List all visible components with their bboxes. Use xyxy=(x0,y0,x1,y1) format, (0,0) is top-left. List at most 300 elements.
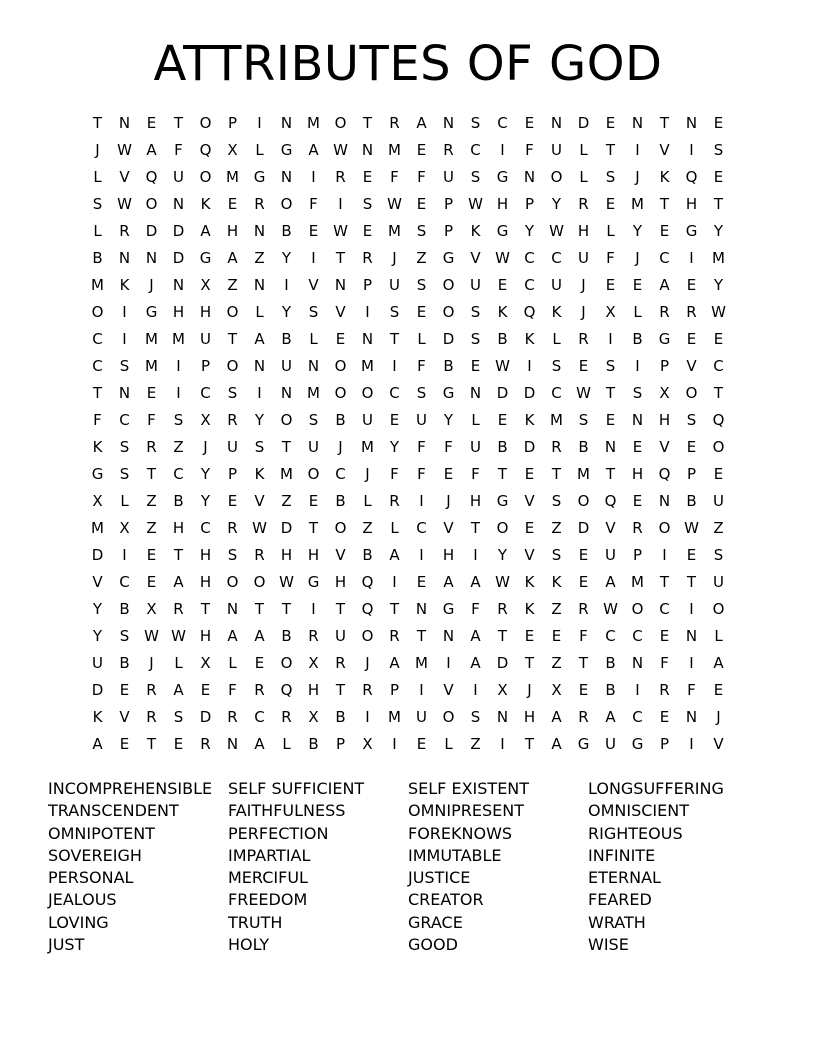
grid-letter: I xyxy=(473,546,478,564)
word-search-grid xyxy=(84,110,732,758)
grid-letter: E xyxy=(659,708,670,726)
grid-letter: A xyxy=(200,222,211,240)
word-column xyxy=(48,778,228,956)
grid-letter: L xyxy=(714,627,723,645)
word-list-item: CREATOR xyxy=(408,890,484,910)
grid-letter: E xyxy=(524,627,535,645)
grid-letter: J xyxy=(581,303,586,321)
word-list-item: INFINITE xyxy=(588,845,656,865)
grid-row xyxy=(84,623,732,650)
grid-letter: N xyxy=(334,276,347,294)
grid-letter: B xyxy=(605,654,616,672)
grid-letter: F xyxy=(417,465,426,483)
grid-letter: S xyxy=(92,195,103,213)
grid-letter: E xyxy=(254,654,265,672)
grid-letter: R xyxy=(443,141,454,159)
grid-letter: S xyxy=(551,357,562,375)
grid-letter: J xyxy=(527,681,532,699)
grid-letter: M xyxy=(550,411,563,429)
grid-letter: B xyxy=(497,438,508,456)
grid-letter: H xyxy=(442,546,455,564)
grid-letter: N xyxy=(415,600,428,618)
grid-letter: U xyxy=(470,438,481,456)
grid-letter: H xyxy=(199,627,212,645)
grid-row xyxy=(84,731,732,758)
grid-letter: N xyxy=(361,330,374,348)
grid-letter: R xyxy=(497,600,508,618)
grid-letter: T xyxy=(524,735,535,753)
grid-letter: E xyxy=(470,357,481,375)
grid-letter: T xyxy=(713,384,724,402)
grid-letter: Q xyxy=(523,303,536,321)
grid-letter: S xyxy=(119,438,130,456)
grid-letter: Q xyxy=(658,465,671,483)
grid-letter: W xyxy=(144,627,159,645)
grid-letter: F xyxy=(174,141,183,159)
grid-letter: S xyxy=(308,411,319,429)
grid-letter: H xyxy=(658,411,671,429)
grid-letter: R xyxy=(389,114,400,132)
grid-letter: C xyxy=(632,708,643,726)
grid-row xyxy=(84,407,732,434)
grid-letter: S xyxy=(470,168,481,186)
grid-letter: R xyxy=(362,249,373,267)
grid-letter: K xyxy=(470,222,481,240)
grid-letter: T xyxy=(173,546,184,564)
grid-letter: O xyxy=(226,303,239,321)
grid-letter: M xyxy=(307,384,320,402)
grid-letter: R xyxy=(686,303,697,321)
grid-letter: W xyxy=(117,195,132,213)
grid-letter: R xyxy=(281,708,292,726)
grid-letter: E xyxy=(632,276,643,294)
grid-letter: P xyxy=(659,735,670,753)
grid-letter: O xyxy=(361,627,374,645)
grid-letter: I xyxy=(662,546,667,564)
grid-letter: R xyxy=(254,195,265,213)
grid-letter: J xyxy=(149,276,154,294)
grid-letter: I xyxy=(176,357,181,375)
word-list-item: OMNISCIENT xyxy=(588,801,689,821)
grid-letter: X xyxy=(659,384,670,402)
word-list-item: MERCIFUL xyxy=(228,868,308,888)
grid-letter: N xyxy=(280,384,293,402)
grid-letter: N xyxy=(280,114,293,132)
grid-letter: T xyxy=(497,627,508,645)
grid-letter: R xyxy=(146,438,157,456)
grid-letter: Y xyxy=(92,600,103,618)
grid-letter: I xyxy=(635,357,640,375)
grid-row xyxy=(84,110,732,137)
grid-letter: K xyxy=(551,303,562,321)
word-list-item: WRATH xyxy=(588,912,646,932)
grid-letter: X xyxy=(308,654,319,672)
grid-letter: E xyxy=(524,465,535,483)
grid-letter: B xyxy=(605,681,616,699)
grid-letter: V xyxy=(524,546,535,564)
grid-letter: Z xyxy=(227,276,238,294)
grid-letter: W xyxy=(495,249,510,267)
grid-letter: C xyxy=(92,330,103,348)
grid-letter: Q xyxy=(361,573,374,591)
word-column xyxy=(408,778,588,956)
grid-letter: S xyxy=(227,546,238,564)
grid-letter: I xyxy=(311,168,316,186)
grid-letter: B xyxy=(119,654,130,672)
grid-letter: E xyxy=(686,276,697,294)
grid-letter: Y xyxy=(551,195,562,213)
grid-letter: N xyxy=(685,708,698,726)
word-column xyxy=(228,778,408,956)
grid-letter: I xyxy=(257,114,262,132)
grid-letter: N xyxy=(226,600,239,618)
grid-letter: N xyxy=(631,411,644,429)
grid-letter: Z xyxy=(713,519,724,537)
grid-letter: U xyxy=(605,735,616,753)
grid-letter: U xyxy=(173,168,184,186)
grid-letter: I xyxy=(365,708,370,726)
grid-letter: G xyxy=(577,735,590,753)
grid-letter: B xyxy=(308,735,319,753)
grid-letter: E xyxy=(146,573,157,591)
grid-letter: L xyxy=(363,492,372,510)
grid-letter: Q xyxy=(604,492,617,510)
grid-letter: F xyxy=(228,681,237,699)
grid-row xyxy=(84,299,732,326)
grid-letter: N xyxy=(523,168,536,186)
grid-letter: H xyxy=(172,519,185,537)
grid-letter: S xyxy=(416,384,427,402)
grid-letter: X xyxy=(92,492,103,510)
grid-letter: G xyxy=(307,573,320,591)
grid-letter: E xyxy=(578,681,589,699)
word-list-item: PERSONAL xyxy=(48,868,134,888)
grid-letter: E xyxy=(416,735,427,753)
word-list-item: LONGSUFFERING xyxy=(588,779,724,798)
grid-row xyxy=(84,677,732,704)
grid-letter: E xyxy=(497,276,508,294)
grid-letter: R xyxy=(308,627,319,645)
grid-letter: T xyxy=(92,384,103,402)
grid-letter: P xyxy=(335,735,346,753)
grid-letter: F xyxy=(147,411,156,429)
grid-letter: S xyxy=(173,708,184,726)
grid-letter: E xyxy=(308,222,319,240)
grid-letter: K xyxy=(524,600,535,618)
grid-letter: B xyxy=(362,546,373,564)
grid-letter: K xyxy=(524,573,535,591)
grid-letter: I xyxy=(500,735,505,753)
grid-letter: I xyxy=(419,546,424,564)
grid-row xyxy=(84,380,732,407)
grid-letter: G xyxy=(442,600,455,618)
grid-letter: I xyxy=(284,276,289,294)
grid-letter: E xyxy=(416,195,427,213)
grid-letter: R xyxy=(659,681,670,699)
word-list-item: OMNIPRESENT xyxy=(408,801,524,821)
grid-letter: F xyxy=(444,438,453,456)
grid-letter: P xyxy=(632,546,643,564)
grid-letter: L xyxy=(579,168,588,186)
grid-letter: Y xyxy=(200,492,211,510)
grid-letter: Z xyxy=(146,519,157,537)
grid-letter: X xyxy=(146,600,157,618)
grid-letter: E xyxy=(227,492,238,510)
word-list-item: JEALOUS xyxy=(48,890,117,910)
grid-letter: D xyxy=(577,519,590,537)
grid-letter: L xyxy=(633,303,642,321)
grid-letter: R xyxy=(200,735,211,753)
grid-letter: D xyxy=(199,708,212,726)
grid-letter: Q xyxy=(712,411,725,429)
grid-letter: C xyxy=(200,519,211,537)
grid-letter: G xyxy=(658,330,671,348)
grid-letter: E xyxy=(551,627,562,645)
grid-letter: Q xyxy=(361,600,374,618)
grid-letter: S xyxy=(308,303,319,321)
grid-letter: T xyxy=(281,438,292,456)
grid-letter: K xyxy=(92,438,103,456)
grid-letter: U xyxy=(470,276,481,294)
grid-letter: O xyxy=(334,519,347,537)
grid-letter: B xyxy=(686,492,697,510)
grid-letter: G xyxy=(280,141,293,159)
grid-letter: O xyxy=(496,519,509,537)
grid-letter: R xyxy=(551,438,562,456)
grid-letter: N xyxy=(361,141,374,159)
grid-letter: P xyxy=(227,465,238,483)
grid-letter: O xyxy=(685,384,698,402)
grid-letter: A xyxy=(389,654,400,672)
grid-letter: C xyxy=(119,411,130,429)
grid-letter: P xyxy=(389,681,400,699)
grid-letter: J xyxy=(149,654,154,672)
grid-letter: N xyxy=(145,249,158,267)
grid-letter: I xyxy=(689,654,694,672)
grid-letter: J xyxy=(716,708,721,726)
grid-letter: U xyxy=(416,708,427,726)
grid-letter: E xyxy=(524,114,535,132)
word-list-item: WISE xyxy=(588,935,629,955)
word-list-item: RIGHTEOUS xyxy=(588,823,683,843)
grid-letter: T xyxy=(200,600,211,618)
grid-letter: V xyxy=(659,438,670,456)
grid-letter: W xyxy=(171,627,186,645)
grid-letter: A xyxy=(551,708,562,726)
grid-letter: H xyxy=(199,303,212,321)
grid-letter: C xyxy=(659,600,670,618)
grid-letter: T xyxy=(659,573,670,591)
grid-letter: S xyxy=(578,411,589,429)
grid-letter: O xyxy=(280,654,293,672)
grid-letter: L xyxy=(255,141,264,159)
grid-letter: U xyxy=(362,411,373,429)
grid-letter: P xyxy=(362,276,373,294)
grid-letter: Y xyxy=(713,222,724,240)
grid-letter: E xyxy=(578,573,589,591)
grid-letter: J xyxy=(392,249,397,267)
grid-letter: G xyxy=(496,492,509,510)
grid-letter: E xyxy=(416,141,427,159)
grid-letter: D xyxy=(496,654,509,672)
word-list-item: IMMUTABLE xyxy=(408,845,502,865)
grid-letter: H xyxy=(307,546,320,564)
grid-letter: A xyxy=(389,546,400,564)
grid-letter: N xyxy=(496,708,509,726)
grid-letter: I xyxy=(527,357,532,375)
grid-row xyxy=(84,137,732,164)
grid-letter: W xyxy=(333,222,348,240)
grid-letter: I xyxy=(500,141,505,159)
grid-letter: I xyxy=(365,303,370,321)
grid-letter: Y xyxy=(254,411,265,429)
grid-letter: J xyxy=(446,492,451,510)
grid-row xyxy=(84,569,732,596)
grid-letter: C xyxy=(389,384,400,402)
grid-letter: N xyxy=(172,276,185,294)
grid-letter: K xyxy=(254,465,265,483)
grid-letter: D xyxy=(91,681,104,699)
word-list-item: OMNIPOTENT xyxy=(48,823,155,843)
grid-letter: A xyxy=(146,141,157,159)
grid-letter: P xyxy=(443,222,454,240)
grid-letter: K xyxy=(551,573,562,591)
grid-letter: U xyxy=(551,141,562,159)
grid-letter: G xyxy=(199,249,212,267)
grid-letter: J xyxy=(365,465,370,483)
grid-letter: J xyxy=(338,438,343,456)
grid-letter: Q xyxy=(199,141,212,159)
grid-row xyxy=(84,596,732,623)
grid-letter: L xyxy=(417,330,426,348)
grid-letter: E xyxy=(713,681,724,699)
grid-letter: H xyxy=(469,492,482,510)
grid-letter: A xyxy=(308,141,319,159)
grid-letter: C xyxy=(92,357,103,375)
grid-letter: L xyxy=(606,222,615,240)
grid-letter: W xyxy=(333,141,348,159)
grid-letter: Z xyxy=(281,492,292,510)
grid-letter: A xyxy=(470,627,481,645)
grid-letter: E xyxy=(605,114,616,132)
grid-row xyxy=(84,326,732,353)
grid-letter: L xyxy=(282,735,291,753)
grid-letter: V xyxy=(119,708,130,726)
grid-letter: T xyxy=(389,330,400,348)
grid-letter: E xyxy=(713,114,724,132)
grid-letter: R xyxy=(389,492,400,510)
word-list-item: PERFECTION xyxy=(228,823,329,843)
grid-letter: Q xyxy=(280,681,293,699)
grid-letter: B xyxy=(632,330,643,348)
grid-letter: I xyxy=(446,654,451,672)
grid-letter: N xyxy=(280,168,293,186)
grid-letter: U xyxy=(389,276,400,294)
grid-letter: S xyxy=(227,384,238,402)
grid-letter: L xyxy=(471,411,480,429)
grid-letter: V xyxy=(686,357,697,375)
grid-letter: T xyxy=(335,249,346,267)
grid-row xyxy=(84,542,732,569)
grid-letter: O xyxy=(712,438,725,456)
grid-letter: S xyxy=(416,276,427,294)
grid-letter: Z xyxy=(146,492,157,510)
word-list-item: GRACE xyxy=(408,912,463,932)
word-list-item: FOREKNOWS xyxy=(408,823,513,843)
grid-letter: W xyxy=(603,600,618,618)
grid-letter: C xyxy=(713,357,724,375)
grid-letter: F xyxy=(471,465,480,483)
word-list-item: HOLY xyxy=(228,935,270,955)
grid-letter: C xyxy=(551,384,562,402)
grid-letter: S xyxy=(470,303,481,321)
grid-letter: K xyxy=(497,303,508,321)
grid-letter: X xyxy=(551,681,562,699)
grid-letter: G xyxy=(91,465,104,483)
grid-letter: L xyxy=(579,141,588,159)
grid-letter: H xyxy=(199,573,212,591)
grid-letter: L xyxy=(93,222,102,240)
grid-letter: T xyxy=(659,195,670,213)
grid-letter: C xyxy=(659,249,670,267)
grid-letter: C xyxy=(335,465,346,483)
grid-letter: T xyxy=(335,600,346,618)
grid-letter: E xyxy=(605,411,616,429)
grid-letter: V xyxy=(470,249,481,267)
grid-letter: M xyxy=(361,357,374,375)
grid-letter: U xyxy=(308,438,319,456)
grid-letter: H xyxy=(577,222,590,240)
grid-letter: H xyxy=(685,195,698,213)
word-list-item: TRANSCENDENT xyxy=(48,801,179,821)
grid-letter: J xyxy=(365,654,370,672)
grid-letter: J xyxy=(635,249,640,267)
grid-letter: K xyxy=(659,168,670,186)
grid-letter: N xyxy=(685,114,698,132)
grid-letter: F xyxy=(606,249,615,267)
grid-letter: H xyxy=(307,681,320,699)
word-list-item: SOVEREIGH xyxy=(48,845,142,865)
grid-letter: D xyxy=(172,249,185,267)
grid-letter: Z xyxy=(173,438,184,456)
grid-letter: L xyxy=(309,330,318,348)
grid-letter: G xyxy=(685,222,698,240)
grid-letter: M xyxy=(388,222,401,240)
grid-letter: F xyxy=(417,357,426,375)
grid-letter: D xyxy=(523,384,536,402)
grid-letter: N xyxy=(442,627,455,645)
word-list-item: SELF EXISTENT xyxy=(408,779,530,798)
grid-letter: H xyxy=(172,303,185,321)
grid-letter: C xyxy=(470,141,481,159)
grid-letter: Z xyxy=(362,519,373,537)
grid-letter: L xyxy=(93,168,102,186)
grid-letter: I xyxy=(419,681,424,699)
grid-letter: D xyxy=(145,222,158,240)
grid-letter: E xyxy=(524,519,535,537)
grid-letter: G xyxy=(496,222,509,240)
grid-letter: E xyxy=(605,195,616,213)
grid-letter: W xyxy=(576,384,591,402)
grid-letter: E xyxy=(119,681,130,699)
grid-letter: N xyxy=(253,222,266,240)
grid-letter: O xyxy=(280,411,293,429)
grid-letter: A xyxy=(254,330,265,348)
grid-letter: U xyxy=(227,438,238,456)
grid-letter: I xyxy=(473,681,478,699)
grid-letter: C xyxy=(416,519,427,537)
grid-letter: E xyxy=(173,735,184,753)
